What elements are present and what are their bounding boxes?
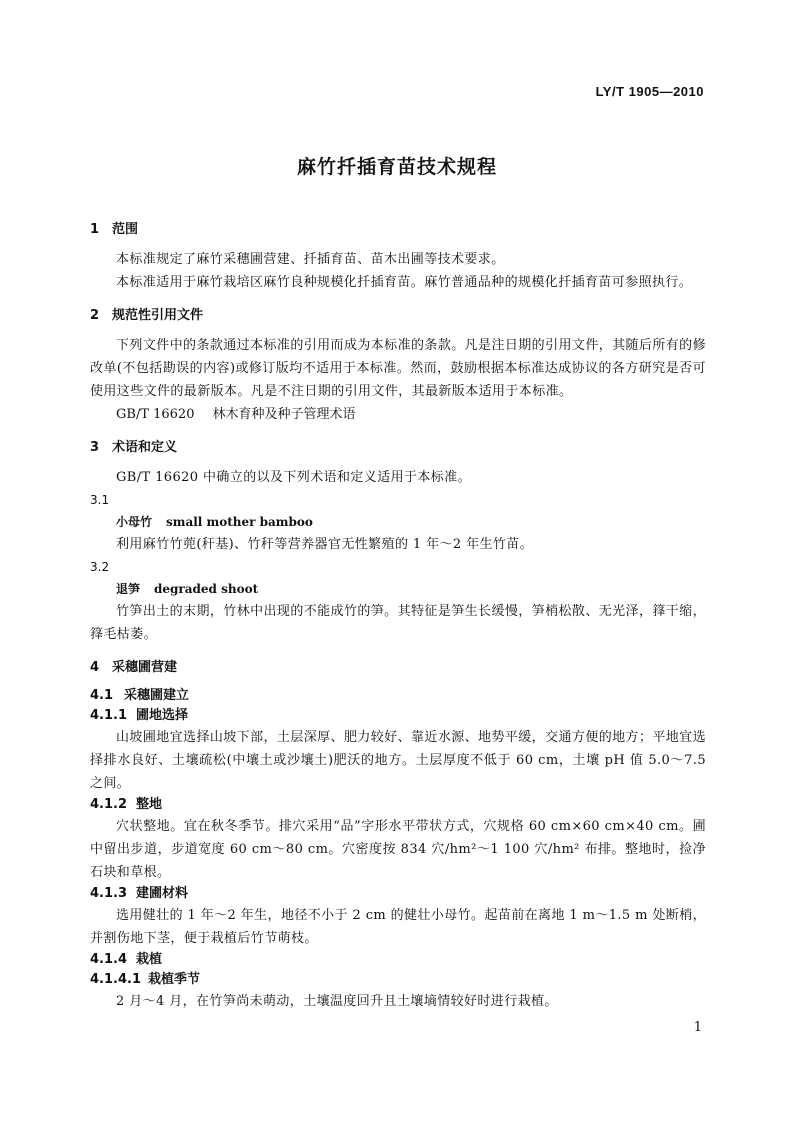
subsection-number: 4.1.4 [90, 952, 128, 967]
section-title: 采穗圃营建 [112, 660, 178, 675]
subsection-number: 4.1.1 [90, 708, 128, 723]
subsection-number: 4.1.2 [90, 797, 128, 812]
term-chinese: 小母竹 [116, 515, 153, 529]
paragraph: 下列文件中的条款通过本标准的引用而成为本标准的条款。凡是注日期的引用文件，其随后所有的修改单(不包括勘误的内容)或修订版均不适用于本标准。然而，鼓励根据本标准达成协议的各方研究是否可使用这些文件的最新版本。凡是不注日期的引用文件，其最新版本适用于本标准。 [90, 338, 706, 399]
paragraph: 选用健壮的 1 年～2 年生，地径不小于 2 cm 的健壮小母竹。起苗前在离地 1 m～1.5 m 处断梢，并割伤地下茎，便于栽植后竹节萌枝。 [90, 908, 706, 946]
section-title: 术语和定义 [112, 440, 178, 455]
paragraph: 本标准适用于麻竹栽培区麻竹良种规模化扦插育苗。麻竹普通品种的规模化扦插育苗可参照执行。 [116, 275, 693, 290]
term-heading [90, 511, 706, 533]
subsection-heading [90, 970, 706, 990]
term-definition: 竹笋出土的末期，竹林中出现的不能成竹的笋。其特征是笋生长缓慢，笋梢松散、无光泽，箨干缩，箨毛枯萎。 [90, 604, 706, 642]
subsection-title: 整地 [136, 797, 163, 812]
subsection-number: 4.1.3 [90, 886, 128, 901]
document-title: 麻竹扦插育苗技术规程 [296, 156, 497, 178]
document-body [90, 220, 706, 1013]
section-title: 规范性引用文件 [112, 308, 204, 323]
section-heading-scope [90, 220, 706, 240]
section-title: 范围 [112, 222, 139, 237]
subsection-number: 4.1 [90, 688, 114, 703]
paragraph: 本标准规定了麻竹采穗圃营建、扦插育苗、苗木出圃等技术要求。 [116, 252, 505, 267]
subsection-heading [90, 795, 706, 815]
term-english: degraded shoot [154, 582, 259, 596]
section-heading-cutting-orchard [90, 658, 706, 678]
section-heading-normative-references [90, 306, 706, 326]
paragraph: 山坡圃地宜选择山坡下部，土层深厚、肥力较好、靠近水源、地势平缓，交通方便的地方；平地宜选择排水良好、土壤疏松(中壤土或沙壤土)肥沃的地方。土层厚度不低于 60 cm，土壤 pH 值 5.0～7.5 之间。 [90, 730, 706, 791]
term-chinese: 退笋 [116, 582, 141, 596]
reference-title: 林木育种及种子管理术语 [212, 407, 356, 422]
term-heading [90, 578, 706, 600]
subsection-heading [90, 884, 706, 904]
subsection-heading [90, 950, 706, 970]
section-number: 3 [90, 440, 100, 455]
subsection-title: 建圃材料 [136, 886, 189, 901]
paragraph: GB/T 16620 中确立的以及下列术语和定义适用于本标准。 [116, 470, 472, 485]
reference-code: GB/T 16620 [116, 407, 195, 422]
term-number: 3.1 [90, 493, 110, 507]
subsection-title: 采穗圃建立 [124, 688, 190, 703]
subsection-heading [90, 686, 706, 706]
reference-entry [90, 403, 706, 426]
subsection-heading [90, 706, 706, 726]
standard-code: LY/T 1905—2010 [595, 84, 704, 99]
subsection-number: 4.1.4.1 [90, 972, 141, 987]
page-number: 1 [693, 1020, 702, 1035]
section-number: 2 [90, 308, 100, 323]
term-english: small mother bamboo [166, 515, 313, 529]
section-heading-terms [90, 438, 706, 458]
term-definition: 利用麻竹竹蔸(秆基)、竹秆等营养器官无性繁殖的 1 年～2 年生竹苗。 [116, 537, 534, 552]
subsection-title: 圃地选择 [136, 708, 189, 723]
subsection-title: 栽植 [136, 952, 163, 967]
paragraph: 2 月～4 月，在竹笋尚未萌动，土壤温度回升且土壤墒情较好时进行栽植。 [116, 994, 558, 1009]
subsection-title: 栽植季节 [148, 972, 201, 987]
section-number: 4 [90, 660, 100, 675]
term-number: 3.2 [90, 560, 110, 574]
section-number: 1 [90, 222, 100, 237]
paragraph: 穴状整地。宜在秋冬季节。排穴采用“品”字形水平带状方式，穴规格 60 cm×60 cm×40 cm。圃中留出步道，步道宽度 60 cm～80 cm。穴密度按 834 穴/hm²～1 100 穴/hm² 布排。整地时，捡净石块和草根。 [90, 819, 706, 880]
